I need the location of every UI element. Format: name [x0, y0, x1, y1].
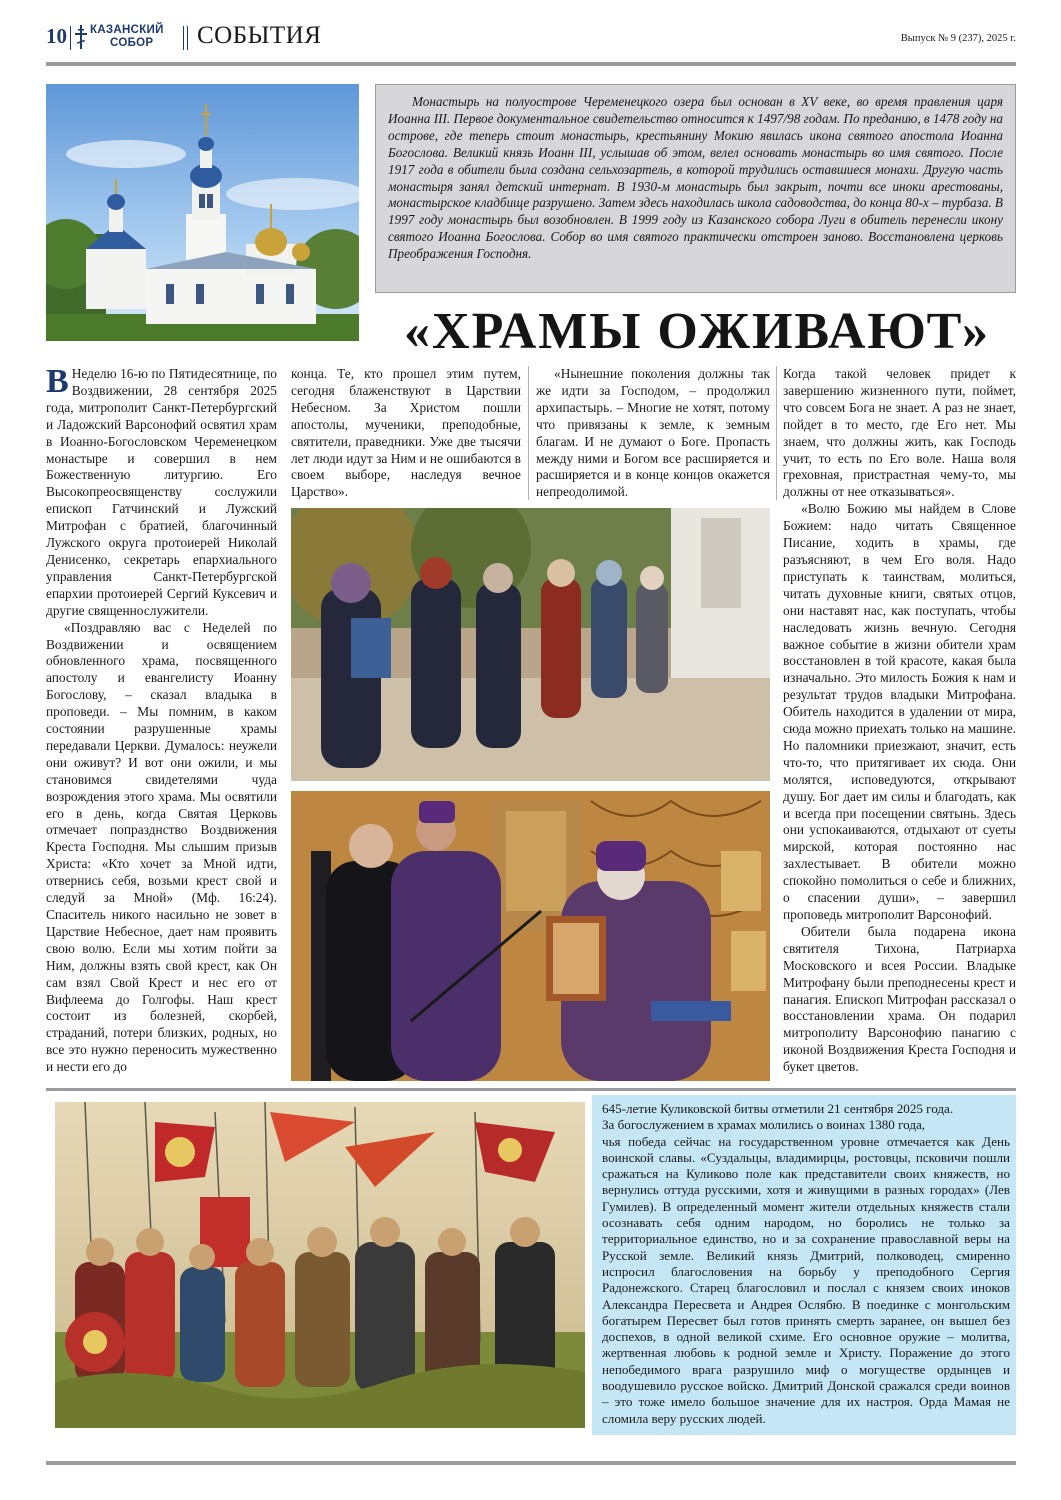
- article-column-1: [46, 366, 277, 1078]
- column-divider: [528, 366, 529, 500]
- kulikovo-text: [602, 1101, 1010, 1427]
- kulikovo-paragraph: За богослужением в храмах молились о воинах 1380 года,: [602, 1117, 926, 1133]
- article-column-2: [291, 366, 521, 501]
- kulikovo-paragraph: чья победа сейчас на государственном уровне отмечается как День воинской славы. «Суздальцы, владимирцы, ростовцы, псковичи пошли сражаться на Куликово поле как представители своих княжеств, но вернулись оттуда русскими, хотя и живущими в разных городах» (Лев Гумилев). В определенный момент жители отдельных княжеств стали осознавать себя одним народом, но боролись не только за территориальное единство, но и за сохранение православной веры на Русской земле. Великий князь Дмитрий, полководец, смиренно испросил благословения на борьбу у преподобного Сергия Радонежского. Старец благословил и послал с князем своих иноков Александра Пересвета и Андрея Ослябю. В поединке с монгольским богатырем Пересвет был готов принять смерть заранее, он вышел без доспехов, в одной великой схиме. Его основное оружие – молитва, жертвенная любовь к родной земле и Христу. Поражение до этого непобедимого врага разрушило миф о могуществе ордынцев и воодушевило русское войско. Дмитрий Донской сражался среди воинов – это тоже имело большое значение для их настроя. Орда Мамая не сломила веру русских людей.: [602, 1133, 1010, 1426]
- header-rule: [46, 62, 1016, 66]
- icon-presentation-photo: [291, 791, 770, 1081]
- article-column-4: [783, 366, 1016, 1078]
- kulikovo-battle-painting: [55, 1102, 585, 1428]
- header-divider: [70, 26, 71, 50]
- article-title: «ХРАМЫ ОЖИВАЮТ»: [404, 303, 990, 360]
- kulikovo-paragraph: 645-летие Куликовской битвы отметили 21 сентября 2025 года.: [602, 1101, 954, 1116]
- footer-rule: [46, 1461, 1016, 1465]
- article-column-3: [536, 366, 770, 501]
- pilgrims-photo: [291, 508, 770, 781]
- article-paragraph: «Поздравляю вас с Неделей по Воздвижении и освящением обновленного храма, посвященного апостолу и евангелисту Иоанну Богослову, – сказал владыка в проповеди. – Мы помним, в каком состоянии разрушенные храмы передавали Церкви. Думалось: неужели они оживут? И вот они ожили, и мы становимся свидетелями чуда возрождения этого храма. Мы освятили его в день, когда Святая Церковь отмечает попразднство Воздвижения Креста Господня. Мы слышим призыв Христа: «Кто хочет за Мной идти, отвернись себя, возьми крест свой и следуй за Мной» (Мф. 16:24). Спаситель никого насильно не зовет в Царствие Небесное, дает нам проявить свою волю. Если мы хотим пойти за Ним, должны взять свой крест, как Он сам взял Свой Крест и нес его от Вифлеема до Голгофы. Наш крест состоит из болезней, скорбей, страданий, потери близких, родных, но все это нужно переносить мужественно и нести его до: [46, 619, 277, 1075]
- logo-line-2: СОБОР: [110, 37, 154, 49]
- orthodox-cross-icon: [74, 24, 88, 50]
- article-paragraph: «Волю Божию мы найдем в Слове Божием: надо читать Священное Писание, ходить в храмы, где разъясняют, в чем Его воля. Надо приступать к таинствам, молиться, читать духовные книги, святых отцов, они наставят нас, как поступать, чтобы наследовать жизнь вечную. Сегодня важное событие в жизни обители храм восстановлен в той красоте, какая была изначально. Это милость Божия к нам и результат трудов владыки Митрофана. Обитель находится в удалении от мира, сюда можно приехать только на машине. Но паломники приезжают, значит, есть что-то, что притягивает их сюда. Они молятся, исповедуются, открывают душу. Бог дает им силы и благодать, как и всегда при посещении святынь. Здесь они успокаиваются, отдыхают от суеты мирской, которая постоянно нас захлестывает. В обители можно спокойно помолиться о себе и ближних, о спасении души», – завершил проповедь митрополит Варсонофий.: [783, 501, 1016, 922]
- drop-cap: В: [46, 366, 69, 400]
- article-paragraph: Обители была подарена икона святителя Тихона, Патриарха Московского и всея России. Владыке Митрофану были преподнесены крест и панагия. Епископ Митрофан рассказал о восстановлении храма. Он подарил митрополиту Варсонофию панагию с иконой Воздвижения Креста Господня и букет цветов.: [783, 923, 1016, 1075]
- issue-number: Выпуск № 9 (237), 2025 г.: [900, 33, 1016, 44]
- section-title: СОБЫТИЯ: [197, 22, 322, 49]
- page-number: 10: [46, 24, 67, 48]
- article-paragraph: Неделю 16-ю по Пятидесятнице, по Воздвижении, 28 сентября 2025 года, митрополит Санкт-Петербургский и Ладожский Варсонофий освятил храм в Иоанно-Богословском Череменецком монастыре и совершил в нем Божественную литургию. Его Высокопреосвященству сослужили епископ Гатчинский и Лужский Митрофан с братией, благочинный Лужского округа протоиерей Николай Денисенко, секретарь епархиального управления Санкт-Петербургской епархии протоиерей Сергий Куксевич и другие священнослужители.: [46, 366, 277, 618]
- monastery-photo: [46, 84, 359, 341]
- section-rule: [46, 1088, 1016, 1091]
- article-paragraph: конца. Те, кто прошел этим путем, сегодня блаженствуют в Царствии Небесном. За Христом пошли апостолы, мученики, преподобные, святители, праведники. Уже две тысячи лет люди идут за Ним и не ошибаются в своем выборе, наследуя вечное Царство».: [291, 366, 521, 500]
- header-divider: [183, 26, 184, 50]
- article-paragraph: «Нынешние поколения должны так же идти за Господом, – продолжил архипастырь. – Многие не хотят, потому что привязаны к земле, к земным благам. И не думают о Боге. Пропасть между ними и Богом все расширяется и расширяется и в конце концов окажется непреодолимой.: [536, 366, 770, 500]
- column-divider: [776, 366, 777, 500]
- intro-box: Монастырь на полуострове Череменецкого озера был основан в XV веке, во время правления царя Иоанна III. Первое документальное свидетельство относится к 1497/98 годам. По преданию, в 1478 году на острове, где теперь стоит монастырь, крестьянину Мокию явилась икона святого апостола Иоанна Богослова. Великий князь Иоанн III, услышав об этом, велел основать монастырь во имя святого. После 1917 года в обители была создана сельхозартель, в которой трудились оставшиеся монахи. Другую часть монастыря занял детский интернат. В 1930-м монастырь был закрыт, почти все иноки арестованы, монастырское кладбище разрушено. Затем здесь находилась школа садоводства, до конца 80-х – турбаза. В 1997 году монастырь был возобновлен. В 1999 году из Казанского собора Луги в обитель перенесли икону святого Иоанна Богослова. Собор во имя святого практически отстроен заново. Восстановлена церковь Преображения Господня.: [375, 84, 1016, 293]
- header-divider: [187, 26, 188, 50]
- article-paragraph: Когда такой человек придет к завершению жизненного пути, поймет, что совсем Бога не знает. А раз не знает, пойдет в то место, где Его нет. Мы знаем, что должны жить, как Господь учит, то есть по Его воле. Наша воля греховная, пристрастная чему-то, мы должны от нее отказываться».: [783, 366, 1016, 500]
- logo-line-1: КАЗАНСКИЙ: [90, 24, 164, 36]
